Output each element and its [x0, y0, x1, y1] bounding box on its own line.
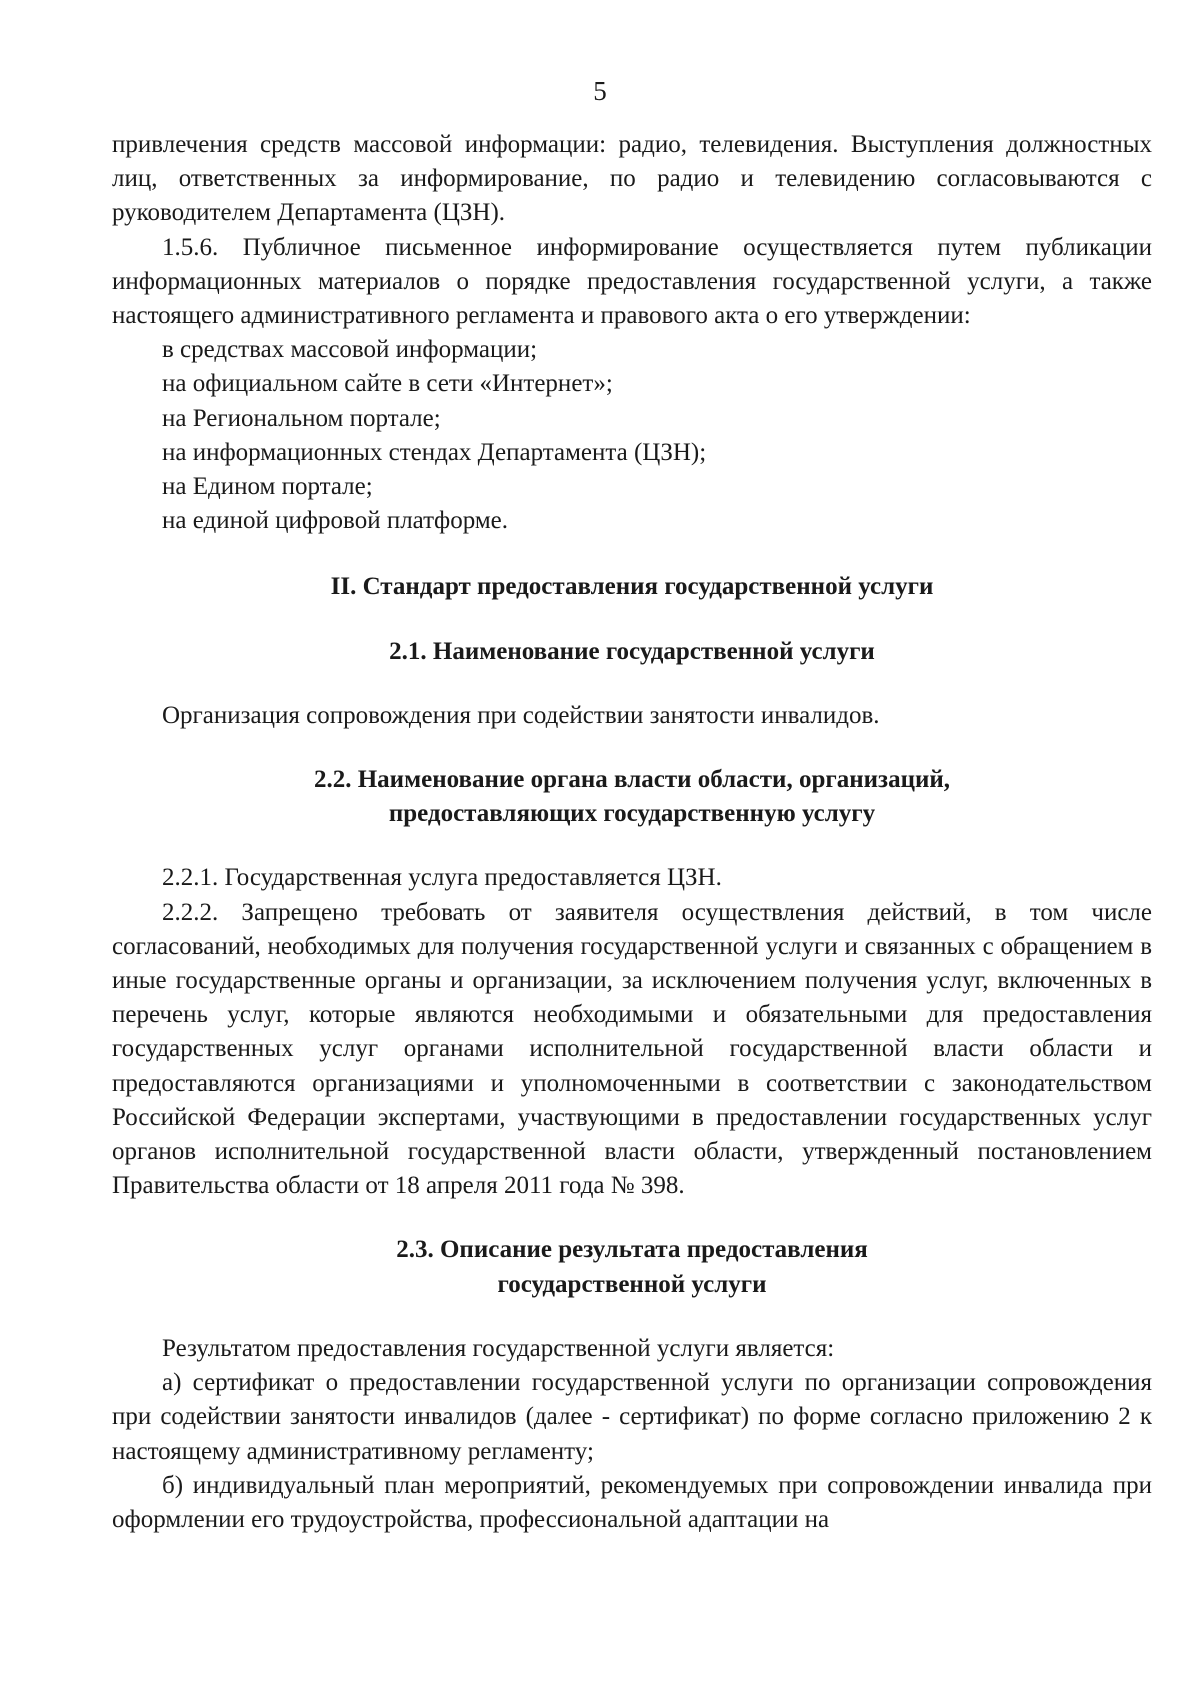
paragraph-1-5-6: 1.5.6. Публичное письменное информирование осуществляется путем публикации информационных материалов о порядке предоставления государственной услуги, а также настоящего административного регламента и правового акта о его утверждении: — [112, 233, 1152, 330]
paragraph-2-2-1: 2.2.1. Государственная услуга предоставляется ЦЗН. — [162, 864, 722, 892]
section-2-heading: II. Стандарт предоставления государственной услуги — [330, 573, 934, 601]
section-2-3-heading-line1: 2.3. Описание результата предоставления — [396, 1236, 868, 1264]
section-2-1-text: Организация сопровождения при содействии занятости инвалидов. — [162, 701, 880, 729]
section-2-1-heading: 2.1. Наименование государственной услуги — [389, 637, 875, 665]
page-number: 5 — [593, 76, 607, 106]
list-item: на Региональном портале; — [162, 404, 441, 432]
section-2-3-heading-line2: государственной услуги — [497, 1270, 767, 1298]
section-2-2-heading-line2: предоставляющих государственную услугу — [388, 800, 876, 828]
list-item: в средствах массовой информации; — [162, 336, 538, 364]
list-item: на Едином портале; — [162, 473, 373, 501]
page-content — [112, 128, 1152, 1537]
list-item: на единой цифровой платформе. — [162, 507, 509, 535]
section-2-2-heading-line1: 2.2. Наименование органа власти области, организаций, — [313, 766, 951, 794]
list-item: на официальном сайте в сети «Интернет»; — [162, 370, 613, 398]
paragraph-2-3-item-a: а) сертификат о предоставлении государственной услуги по организации сопровождения при содействии занятости инвалидов (далее - сертификат) по форме согласно приложению 2 к настоящему административному регламенту; — [112, 1369, 1152, 1465]
paragraph-2-2-2: 2.2.2. Запрещено требовать от заявителя осуществления действий, в том числе согласований, необходимых для получения государственной услуги и связанных с обращением в иные государственные органы и организации, за исключением получения услуг, включенных в перечень услуг, которые являются необходимыми и обязательными для предоставления государственных услуг органами исполнительной государственной власти области и предоставляются организациями и уполномоченными в соответствии с законодательством Российской Федерации экспертами, участвующими в предоставлении государственных услуг органов исполнительной государственной власти области, утвержденный постановлением Правительства области от 18 апреля 2011 года № 398. — [112, 898, 1152, 1200]
list-item: на информационных стендах Департамента (ЦЗН); — [162, 438, 707, 466]
paragraph-2-3-item-b: б) индивидуальный план мероприятий, рекомендуемых при сопровождении инвалида при оформлении его трудоустройства, профессиональной адаптации на — [112, 1471, 1152, 1533]
paragraph-2-3-intro: Результатом предоставления государственной услуги является: — [162, 1334, 835, 1362]
paragraph-mass-media: привлечения средств массовой информации: радио, телевидения. Выступления должностных лиц, ответственных за информирование, по радио и телевидению согласовываются с руководителем Департамента (ЦЗН). — [112, 131, 1152, 227]
